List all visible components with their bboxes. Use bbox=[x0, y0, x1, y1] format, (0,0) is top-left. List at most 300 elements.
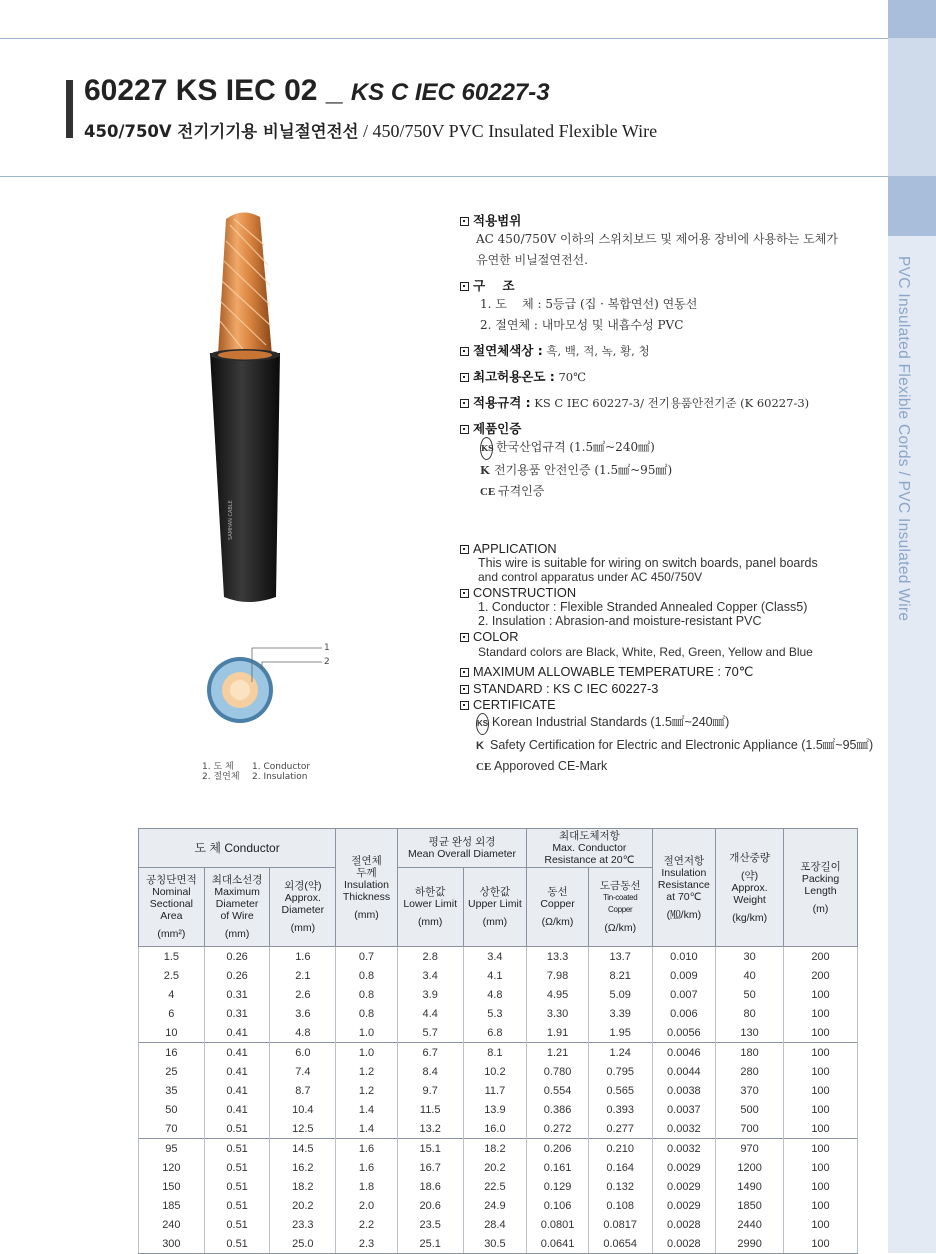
header-line: (mm²) bbox=[157, 928, 186, 940]
ko-scope-line: 유연한 비닐절연전선. bbox=[476, 253, 588, 267]
bullet-icon bbox=[460, 701, 469, 710]
table-cell: 20.2 bbox=[463, 1158, 527, 1177]
table-cell: 13.7 bbox=[588, 947, 652, 967]
table-cell: 100 bbox=[783, 1234, 857, 1254]
ko-structure-item: 1. 도 체 : 5등급 (집 · 복합연선) 연동선 bbox=[480, 297, 698, 311]
header-line: of Wire bbox=[220, 910, 254, 922]
table-cell: 100 bbox=[783, 1139, 857, 1159]
header-line: Length bbox=[804, 884, 837, 897]
sidebar-band-accent bbox=[888, 176, 936, 236]
ks-mark-icon: KS bbox=[480, 437, 493, 460]
table-cell: 100 bbox=[783, 1100, 857, 1119]
header-line: 동선 bbox=[547, 886, 568, 898]
table-cell: 18.6 bbox=[397, 1177, 463, 1196]
table-cell: 4.4 bbox=[397, 1004, 463, 1023]
table-cell: 3.39 bbox=[588, 1004, 652, 1023]
header-line: 최대소선경 bbox=[211, 874, 263, 886]
ko-scope-heading: 적용범위 bbox=[460, 211, 880, 229]
table-cell: 10 bbox=[139, 1023, 205, 1043]
table-cell: 0.0037 bbox=[652, 1100, 716, 1119]
jacket-icon bbox=[210, 353, 280, 602]
table-cell: 0.206 bbox=[527, 1139, 589, 1159]
table-cell: 100 bbox=[783, 1158, 857, 1177]
table-cell: 500 bbox=[716, 1100, 784, 1119]
header-mean-diameter bbox=[397, 829, 526, 868]
table-cell: 185 bbox=[139, 1196, 205, 1215]
table-cell: 0.0029 bbox=[652, 1196, 716, 1215]
header-line: Resistance at 20℃ bbox=[544, 854, 635, 866]
table-cell: 16.2 bbox=[270, 1158, 336, 1177]
header-insulation-thickness bbox=[336, 829, 398, 947]
table-cell: 0.8 bbox=[336, 985, 398, 1004]
bullet-icon bbox=[460, 217, 469, 226]
table-cell: 2990 bbox=[716, 1234, 784, 1254]
table-cell: 1.5 bbox=[139, 947, 205, 967]
table-cell: 1.8 bbox=[336, 1177, 398, 1196]
table-cell: 8.7 bbox=[270, 1081, 336, 1100]
header-line: Insulation bbox=[344, 878, 389, 891]
table-cell: 12.5 bbox=[270, 1119, 336, 1139]
header-line: Weight bbox=[733, 893, 766, 906]
table-cell: 3.4 bbox=[397, 966, 463, 985]
table-cell: 0.26 bbox=[204, 947, 270, 967]
table-cell: 4.8 bbox=[463, 985, 527, 1004]
header-line: Upper Limit bbox=[468, 898, 522, 910]
en-temp-heading: MAXIMUM ALLOWABLE TEMPERATURE : 70℃ bbox=[460, 664, 880, 680]
table-cell: 0.0029 bbox=[652, 1177, 716, 1196]
table-cell: 8.4 bbox=[397, 1062, 463, 1081]
header-line: Area bbox=[160, 910, 183, 922]
sidebar-band-top bbox=[888, 0, 936, 38]
table-cell: 5.7 bbox=[397, 1023, 463, 1043]
bullet-icon bbox=[460, 347, 469, 356]
table-cell: 0.795 bbox=[588, 1062, 652, 1081]
kc-mark-icon: K bbox=[480, 464, 490, 477]
table-row bbox=[139, 1215, 858, 1234]
table-cell: 28.4 bbox=[463, 1215, 527, 1234]
table-row bbox=[139, 1119, 858, 1139]
header-conductor: 도 체 Conductor bbox=[139, 829, 336, 868]
table-cell: 1.21 bbox=[527, 1043, 589, 1063]
table-cell: 2.1 bbox=[270, 966, 336, 985]
table-cell: 970 bbox=[716, 1139, 784, 1159]
table-cell: 8.21 bbox=[588, 966, 652, 985]
table-row bbox=[139, 1158, 858, 1177]
table-cell: 0.161 bbox=[527, 1158, 589, 1177]
table-cell: 0.41 bbox=[204, 1100, 270, 1119]
table-cell: 35 bbox=[139, 1081, 205, 1100]
table-cell: 0.006 bbox=[652, 1004, 716, 1023]
table-cell: 23.5 bbox=[397, 1215, 463, 1234]
ko-scope-line: AC 450/750V 이하의 스위치보드 및 제어용 장비에 사용하는 도체가 bbox=[476, 232, 838, 246]
table-row bbox=[139, 1100, 858, 1119]
table-cell: 0.26 bbox=[204, 966, 270, 985]
sidebar-vertical-label: PVC Insulated Flexible Cords / PVC Insulated Wire bbox=[895, 256, 912, 622]
table-cell: 4.8 bbox=[270, 1023, 336, 1043]
callout-2: 2 bbox=[324, 657, 330, 667]
table-cell: 0.108 bbox=[588, 1196, 652, 1215]
header-line: (m) bbox=[812, 902, 829, 915]
table-cell: 2.6 bbox=[270, 985, 336, 1004]
table-cell: 20.6 bbox=[397, 1196, 463, 1215]
ks-mark-icon: KS bbox=[476, 713, 489, 735]
ko-structure-item: 2. 절연체 : 내마모성 및 내흡수성 PVC bbox=[480, 318, 684, 332]
ko-cert-item: K 전기용품 안전인증 (1.5㎟~95㎟) bbox=[480, 460, 880, 481]
page-subtitle bbox=[84, 118, 657, 142]
en-construction-item: 1. Conductor : Flexible Stranded Annealed Copper (Class5) bbox=[478, 600, 808, 614]
table-cell: 25.0 bbox=[270, 1234, 336, 1254]
header-line: Insulation bbox=[661, 866, 707, 879]
table-cell: 2.5 bbox=[139, 966, 205, 985]
table-row bbox=[139, 947, 858, 967]
bullet-icon bbox=[460, 685, 469, 694]
table-cell: 13.2 bbox=[397, 1119, 463, 1139]
en-cert-item: CE Apporoved CE-Mark bbox=[476, 756, 880, 777]
table-cell: 1.2 bbox=[336, 1081, 398, 1100]
table-cell: 18.2 bbox=[463, 1139, 527, 1159]
header-line: (mm) bbox=[354, 908, 379, 921]
table-cell: 0.393 bbox=[588, 1100, 652, 1119]
header-line: Approx. bbox=[284, 892, 321, 904]
en-construction-item: 2. Insulation : Abrasion-and moisture-resistant PVC bbox=[478, 614, 762, 628]
table-cell: 20.2 bbox=[270, 1196, 336, 1215]
table-cell: 1.2 bbox=[336, 1062, 398, 1081]
table-cell: 0.31 bbox=[204, 1004, 270, 1023]
table-cell: 7.98 bbox=[527, 966, 589, 985]
table-cell: 200 bbox=[783, 947, 857, 967]
table-cell: 0.51 bbox=[204, 1196, 270, 1215]
table-cell: 3.9 bbox=[397, 985, 463, 1004]
header-line: Diameter bbox=[215, 898, 259, 910]
header-line: 외경(약) bbox=[284, 880, 322, 892]
table-cell: 50 bbox=[139, 1100, 205, 1119]
table-row bbox=[139, 985, 858, 1004]
header-line: Resistance bbox=[657, 878, 710, 891]
table-cell: 1.6 bbox=[336, 1139, 398, 1159]
table-cell: 7.4 bbox=[270, 1062, 336, 1081]
table-cell: 2.3 bbox=[336, 1234, 398, 1254]
table-cell: 30 bbox=[716, 947, 784, 967]
table-cell: 1.4 bbox=[336, 1119, 398, 1139]
top-divider bbox=[0, 38, 888, 39]
en-color-line: Standard colors are Black, White, Red, Green, Yellow and Blue bbox=[478, 645, 813, 659]
header-nominal-area bbox=[139, 868, 205, 947]
header-line: (약) bbox=[741, 869, 759, 882]
title-code: 60227 KS IEC 02 _ bbox=[84, 74, 351, 107]
table-row bbox=[139, 1196, 858, 1215]
table-cell: 11.7 bbox=[463, 1081, 527, 1100]
header-line: 상한값 bbox=[479, 886, 511, 898]
header-max-resistance bbox=[527, 829, 652, 868]
en-cert-item: K Safety Certification for Electric and Electronic Appliance (1.5㎟~95㎟) bbox=[476, 735, 880, 756]
ko-cert-item: CE 규격인증 bbox=[480, 481, 880, 503]
table-cell: 0.132 bbox=[588, 1177, 652, 1196]
bullet-icon bbox=[460, 399, 469, 408]
ko-structure-heading: 구 조 bbox=[460, 276, 880, 294]
header-line: at 70℃ bbox=[666, 890, 702, 903]
table-cell: 8.1 bbox=[463, 1043, 527, 1063]
table-cell: 0.780 bbox=[527, 1062, 589, 1081]
table-cell: 100 bbox=[783, 1043, 857, 1063]
table-cell: 0.0056 bbox=[652, 1023, 716, 1043]
ko-standard-heading: 적용규격 : KS C IEC 60227-3/ 전기용품안전기준 (K 60227-3) bbox=[460, 393, 880, 411]
header-line: 공칭단면적 bbox=[146, 874, 197, 886]
header-line: Maximum bbox=[214, 886, 260, 898]
table-cell: 9.7 bbox=[397, 1081, 463, 1100]
table-cell: 3.6 bbox=[270, 1004, 336, 1023]
table-row bbox=[139, 966, 858, 985]
table-cell: 1.24 bbox=[588, 1043, 652, 1063]
table-cell: 14.5 bbox=[270, 1139, 336, 1159]
table-cell: 10.2 bbox=[463, 1062, 527, 1081]
table-cell: 25 bbox=[139, 1062, 205, 1081]
table-cell: 4.95 bbox=[527, 985, 589, 1004]
ce-mark-icon: CE bbox=[476, 761, 492, 773]
en-application-heading: APPLICATION bbox=[460, 541, 880, 556]
table-cell: 95 bbox=[139, 1139, 205, 1159]
bullet-icon bbox=[460, 425, 469, 434]
table-cell: 100 bbox=[783, 985, 857, 1004]
table-cell: 100 bbox=[783, 1215, 857, 1234]
header-upper-limit bbox=[463, 868, 527, 947]
table-cell: 25.1 bbox=[397, 1234, 463, 1254]
bullet-icon bbox=[460, 668, 469, 677]
table-cell: 3.4 bbox=[463, 947, 527, 967]
kc-mark-icon: K bbox=[476, 740, 484, 752]
table-cell: 1850 bbox=[716, 1196, 784, 1215]
table-cell: 0.8 bbox=[336, 966, 398, 985]
header-line: 두께 bbox=[356, 866, 377, 879]
table-cell: 0.7 bbox=[336, 947, 398, 967]
header-line: (mm) bbox=[417, 916, 443, 928]
table-cell: 150 bbox=[139, 1177, 205, 1196]
subtitle-english: / 450/750V PVC Insulated Flexible Wire bbox=[358, 121, 658, 141]
table-cell: 13.3 bbox=[527, 947, 589, 967]
table-cell: 0.41 bbox=[204, 1043, 270, 1063]
table-cell: 50 bbox=[716, 985, 784, 1004]
header-line: (mm) bbox=[482, 916, 508, 928]
legend-korean: 1. 도 체 2. 절연체 bbox=[202, 762, 240, 782]
table-cell: 0.106 bbox=[527, 1196, 589, 1215]
sidebar-band-header bbox=[888, 38, 936, 176]
table-cell: 100 bbox=[783, 1004, 857, 1023]
header-line: 포장길이 bbox=[800, 860, 841, 873]
header-copper bbox=[527, 868, 589, 947]
header-line: 최대도체저항 bbox=[558, 830, 620, 842]
table-cell: 280 bbox=[716, 1062, 784, 1081]
header-line: (mm) bbox=[224, 928, 250, 940]
table-row bbox=[139, 1004, 858, 1023]
header-line: (kg/km) bbox=[732, 911, 768, 924]
table-cell: 0.0044 bbox=[652, 1062, 716, 1081]
korean-spec-block bbox=[460, 206, 880, 503]
table-cell: 1.95 bbox=[588, 1023, 652, 1043]
table-cell: 1.91 bbox=[527, 1023, 589, 1043]
table-cell: 100 bbox=[783, 1062, 857, 1081]
cross-section-diagram bbox=[200, 640, 340, 740]
header-line: Sectional bbox=[149, 898, 193, 910]
header-line: 평균 완성 외경 bbox=[428, 836, 496, 848]
table-cell: 0.8 bbox=[336, 1004, 398, 1023]
en-application-line: and control apparatus under AC 450/750V bbox=[478, 570, 703, 584]
en-cert-heading: CERTIFICATE bbox=[460, 697, 880, 712]
table-cell: 0.51 bbox=[204, 1139, 270, 1159]
ko-color-heading: 절연체색상 : 흑, 백, 적, 녹, 황, 청 bbox=[460, 341, 880, 359]
table-cell: 0.272 bbox=[527, 1119, 589, 1139]
header-max-wire-diameter bbox=[204, 868, 270, 947]
header-lower-limit bbox=[397, 868, 463, 947]
header-divider bbox=[0, 176, 888, 177]
table-cell: 0.0032 bbox=[652, 1119, 716, 1139]
table-cell: 1.6 bbox=[336, 1158, 398, 1177]
table-cell: 100 bbox=[783, 1023, 857, 1043]
table-cell: 0.51 bbox=[204, 1119, 270, 1139]
table-cell: 11.5 bbox=[397, 1100, 463, 1119]
table-cell: 0.0046 bbox=[652, 1043, 716, 1063]
ce-mark-icon: CE bbox=[480, 486, 496, 498]
legend-english: 1. Conductor 2. Insulation bbox=[252, 762, 311, 782]
header-line: Diameter bbox=[281, 904, 325, 916]
table-cell: 0.386 bbox=[527, 1100, 589, 1119]
table-cell: 180 bbox=[716, 1043, 784, 1063]
table-cell: 6 bbox=[139, 1004, 205, 1023]
table-cell: 3.30 bbox=[527, 1004, 589, 1023]
title-accent-bar bbox=[66, 80, 73, 138]
table-cell: 15.1 bbox=[397, 1139, 463, 1159]
table-cell: 0.41 bbox=[204, 1062, 270, 1081]
table-cell: 2.0 bbox=[336, 1196, 398, 1215]
header-line: 하한값 bbox=[414, 886, 446, 898]
table-cell: 100 bbox=[783, 1177, 857, 1196]
table-row bbox=[139, 1139, 858, 1159]
table-cell: 23.3 bbox=[270, 1215, 336, 1234]
table-cell: 18.2 bbox=[270, 1177, 336, 1196]
spec-table bbox=[138, 828, 858, 1254]
ko-cert-item: KS 한국산업규격 (1.5㎟~240㎟) bbox=[480, 437, 880, 460]
table-cell: 6.0 bbox=[270, 1043, 336, 1063]
table-cell: 0.31 bbox=[204, 985, 270, 1004]
header-line: Mean Overall Diameter bbox=[408, 848, 516, 860]
table-row bbox=[139, 1234, 858, 1254]
table-cell: 13.9 bbox=[463, 1100, 527, 1119]
table-cell: 1.6 bbox=[270, 947, 336, 967]
table-cell: 0.0641 bbox=[527, 1234, 589, 1254]
ko-cert-heading: 제품인증 bbox=[460, 419, 880, 437]
table-cell: 120 bbox=[139, 1158, 205, 1177]
en-color-heading: COLOR bbox=[460, 629, 880, 644]
table-cell: 4.1 bbox=[463, 966, 527, 985]
english-spec-block bbox=[460, 540, 880, 777]
table-cell: 2.2 bbox=[336, 1215, 398, 1234]
bullet-icon bbox=[460, 589, 469, 598]
header-line: Lower Limit bbox=[403, 898, 458, 910]
table-cell: 700 bbox=[716, 1119, 784, 1139]
header-line: 절연체 bbox=[351, 854, 382, 867]
table-cell: 300 bbox=[139, 1234, 205, 1254]
header-line: (mm) bbox=[290, 922, 316, 934]
table-cell: 16 bbox=[139, 1043, 205, 1063]
table-row bbox=[139, 1062, 858, 1081]
table-row bbox=[139, 1043, 858, 1063]
table-cell: 4 bbox=[139, 985, 205, 1004]
table-cell: 0.0038 bbox=[652, 1081, 716, 1100]
table-cell: 1.0 bbox=[336, 1043, 398, 1063]
table-cell: 0.51 bbox=[204, 1158, 270, 1177]
table-cell: 0.0028 bbox=[652, 1215, 716, 1234]
table-cell: 1.4 bbox=[336, 1100, 398, 1119]
table-cell: 16.7 bbox=[397, 1158, 463, 1177]
header-line: (㏁/km) bbox=[666, 908, 702, 921]
en-standard-heading: STANDARD : KS C IEC 60227-3 bbox=[460, 681, 880, 696]
table-cell: 100 bbox=[783, 1196, 857, 1215]
table-cell: 70 bbox=[139, 1119, 205, 1139]
header-line: Nominal bbox=[152, 886, 191, 898]
table-cell: 2.8 bbox=[397, 947, 463, 967]
table-cell: 100 bbox=[783, 1119, 857, 1139]
header-line: Tin-coated Copper bbox=[602, 893, 638, 914]
table-cell: 0.210 bbox=[588, 1139, 652, 1159]
bullet-icon bbox=[460, 633, 469, 642]
table-cell: 5.3 bbox=[463, 1004, 527, 1023]
cable-print-text: SAMHAN CABLE bbox=[228, 500, 234, 540]
table-cell: 6.8 bbox=[463, 1023, 527, 1043]
header-line: 개산중량 bbox=[729, 851, 770, 864]
table-cell: 200 bbox=[783, 966, 857, 985]
en-construction-heading: CONSTRUCTION bbox=[460, 585, 880, 600]
table-cell: 0.0028 bbox=[652, 1234, 716, 1254]
en-application-line: This wire is suitable for wiring on switch boards, panel boards bbox=[478, 556, 818, 570]
header-line: Copper bbox=[540, 898, 575, 910]
table-cell: 5.09 bbox=[588, 985, 652, 1004]
header-weight bbox=[716, 829, 784, 947]
table-cell: 0.0032 bbox=[652, 1139, 716, 1159]
header-outer-diameter bbox=[270, 868, 336, 947]
header-line: 도금동선 bbox=[599, 880, 641, 892]
table-cell: 0.41 bbox=[204, 1023, 270, 1043]
table-cell: 22.5 bbox=[463, 1177, 527, 1196]
table-cell: 0.51 bbox=[204, 1234, 270, 1254]
table-cell: 80 bbox=[716, 1004, 784, 1023]
header-line: Packing bbox=[801, 872, 840, 885]
subtitle-korean: 450/750V 전기기기용 비닐절연전선 bbox=[84, 122, 359, 141]
table-cell: 1490 bbox=[716, 1177, 784, 1196]
table-cell: 0.0817 bbox=[588, 1215, 652, 1234]
table-cell: 0.565 bbox=[588, 1081, 652, 1100]
table-row bbox=[139, 1177, 858, 1196]
table-cell: 1200 bbox=[716, 1158, 784, 1177]
table-cell: 0.010 bbox=[652, 947, 716, 967]
table-cell: 0.51 bbox=[204, 1215, 270, 1234]
table-cell: 370 bbox=[716, 1081, 784, 1100]
header-packing-length bbox=[783, 829, 857, 947]
table-cell: 0.41 bbox=[204, 1081, 270, 1100]
en-cert-item: KS Korean Industrial Standards (1.5㎟~240㎟) bbox=[476, 712, 880, 735]
header-line: Max. Conductor bbox=[552, 842, 627, 854]
table-cell: 0.007 bbox=[652, 985, 716, 1004]
bullet-icon bbox=[460, 373, 469, 382]
table-cell: 0.0654 bbox=[588, 1234, 652, 1254]
header-line: Thickness bbox=[342, 890, 391, 903]
table-row bbox=[139, 1023, 858, 1043]
header-insulation-resistance bbox=[652, 829, 716, 947]
table-cell: 0.51 bbox=[204, 1177, 270, 1196]
table-cell: 16.0 bbox=[463, 1119, 527, 1139]
copper-strands bbox=[218, 212, 272, 355]
callout-1: 1 bbox=[324, 643, 330, 653]
header-line: Approx. bbox=[731, 881, 768, 894]
ko-temp-heading: 최고허용온도 : 70℃ bbox=[460, 367, 880, 385]
bullet-icon bbox=[460, 282, 469, 291]
